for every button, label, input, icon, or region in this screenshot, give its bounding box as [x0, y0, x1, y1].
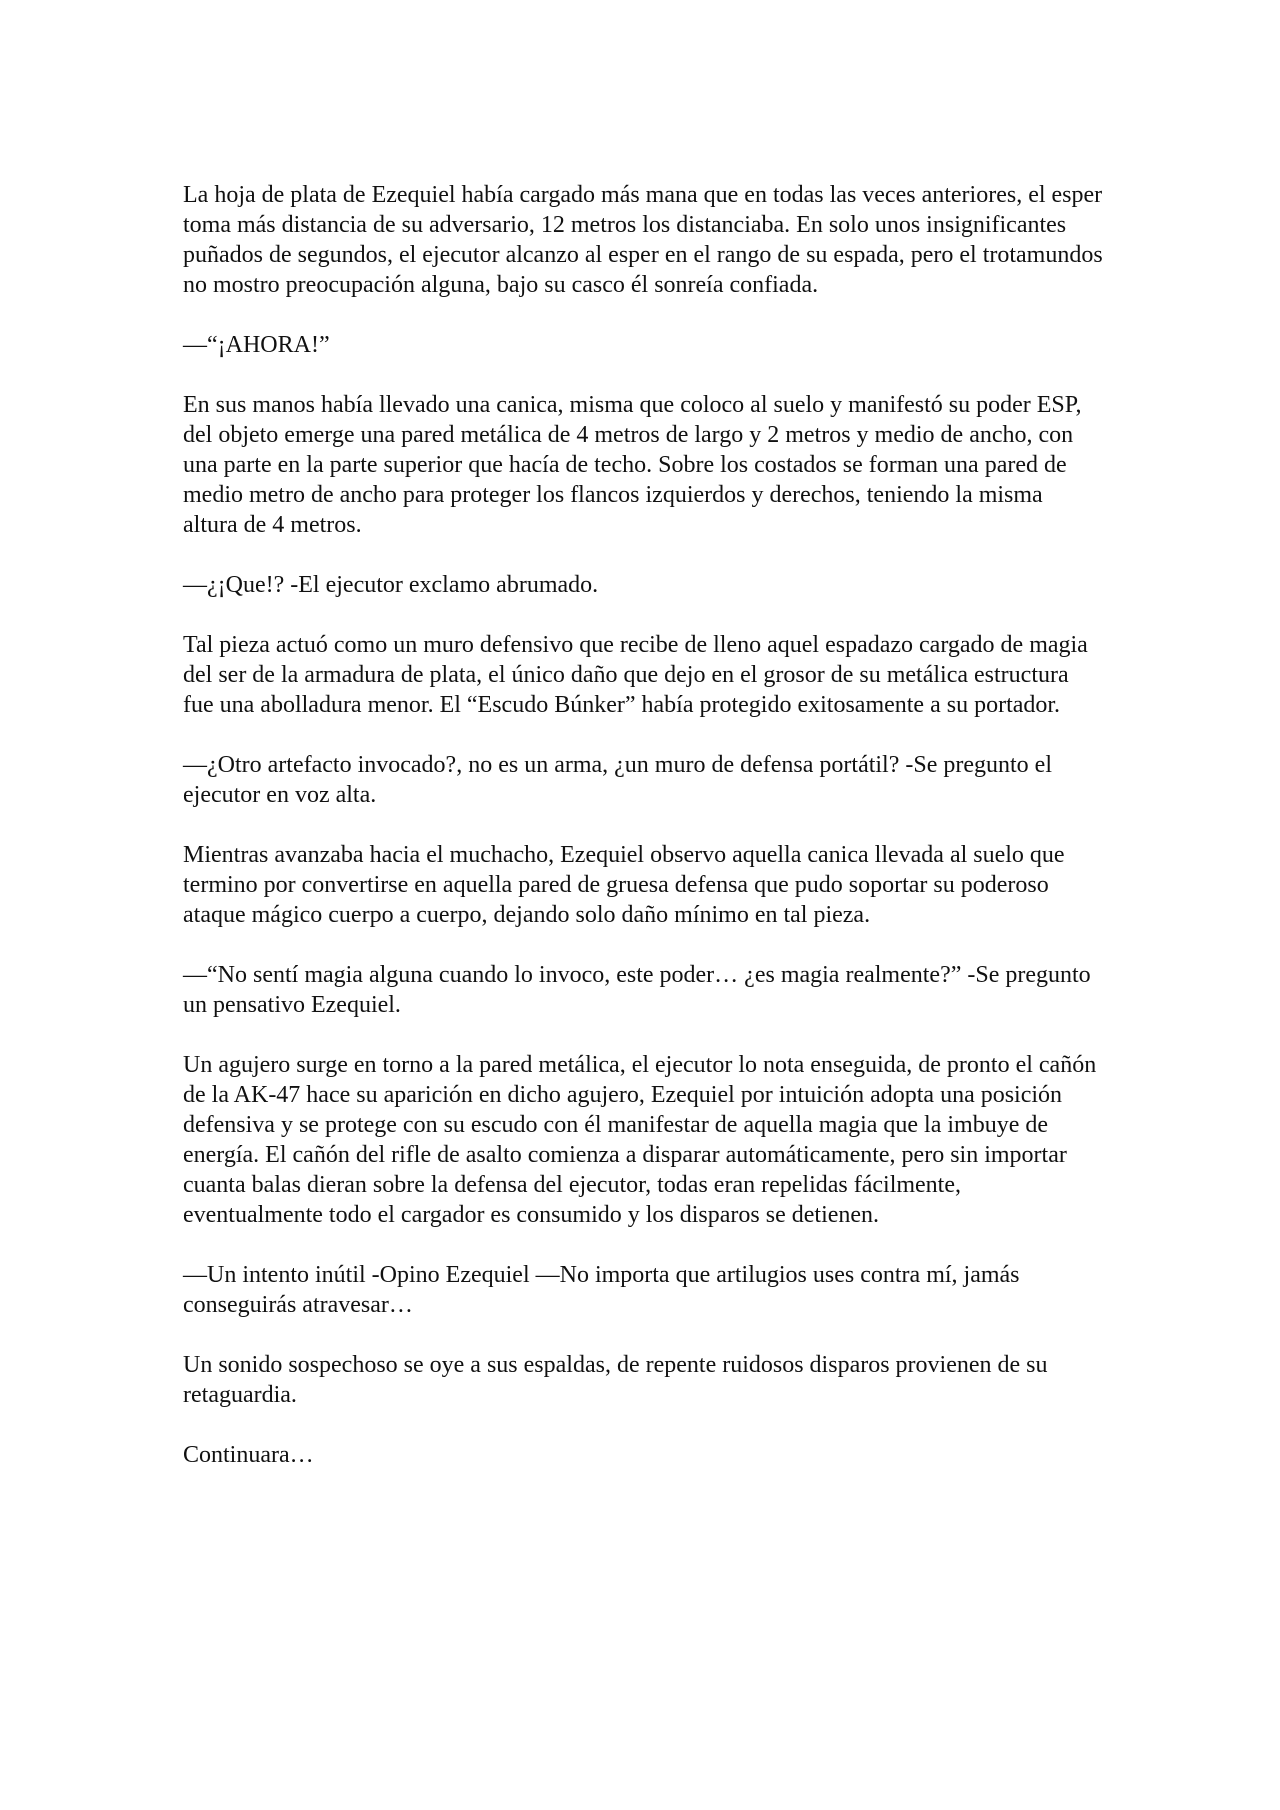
- document-page: [183, 180, 1103, 1500]
- paragraph: Mientras avanzaba hacia el muchacho, Ezequiel observo aquella canica llevada al suelo que termino por convertirse en aquella pared de gruesa defensa que pudo soportar su poderoso ataque mágico cuerpo a cuerpo, dejando solo daño mínimo en tal pieza.: [183, 842, 1065, 928]
- paragraph: Un agujero surge en torno a la pared metálica, el ejecutor lo nota enseguida, de pronto el cañón de la AK-47 hace su aparición en dicho agujero, Ezequiel por intuición adopta una posición defensiva y se protege con su escudo con él manifestar de aquella magia que la imbuye de energía. El cañón del rifle de asalto comienza a disparar automáticamente, pero sin importar cuanta balas dieran sobre la defensa del ejecutor, todas eran repelidas fácilmente, eventualmente todo el cargador es consumido y los disparos se detienen.: [183, 1052, 1097, 1228]
- dialogue-paragraph: —¿¡Que!? -El ejecutor exclamo abrumado.: [183, 572, 599, 598]
- dialogue-paragraph: —¿Otro artefacto invocado?, no es un arma, ¿un muro de defensa portátil? -Se pregunto el ejecutor en voz alta.: [183, 752, 1053, 808]
- dialogue-paragraph: —Un intento inútil -Opino Ezequiel —No importa que artilugios uses contra mí, jamás conseguirás atravesar…: [183, 1262, 1020, 1318]
- paragraph: Un sonido sospechoso se oye a sus espaldas, de repente ruidosos disparos provienen de su retaguardia.: [183, 1352, 1048, 1408]
- paragraph: La hoja de plata de Ezequiel había cargado más mana que en todas las veces anteriores, el esper toma más distancia de su adversario, 12 metros los distanciaba. En solo unos insignificantes puñados de segundos, el ejecutor alcanzo al esper en el rango de su espada, pero el trotamundos no mostro preocupación alguna, bajo su casco él sonreía confiada.: [183, 182, 1103, 298]
- paragraph: En sus manos había llevado una canica, misma que coloco al suelo y manifestó su poder ESP, del objeto emerge una pared metálica de 4 metros de largo y 2 metros y medio de ancho, con una parte en la parte superior que hacía de techo. Sobre los costados se forman una pared de medio metro de ancho para proteger los flancos izquierdos y derechos, teniendo la misma altura de 4 metros.: [183, 392, 1082, 538]
- paragraph: Tal pieza actuó como un muro defensivo que recibe de lleno aquel espadazo cargado de magia del ser de la armadura de plata, el único daño que dejo en el grosor de su metálica estructura fue una abolladura menor. El “Escudo Búnker” había protegido exitosamente a su portador.: [183, 632, 1088, 718]
- closing-line: Continuara…: [183, 1442, 314, 1468]
- dialogue-paragraph: —“No sentí magia alguna cuando lo invoco, este poder… ¿es magia realmente?” -Se pregunto un pensativo Ezequiel.: [183, 962, 1091, 1018]
- dialogue-paragraph: —“¡AHORA!”: [183, 332, 330, 358]
